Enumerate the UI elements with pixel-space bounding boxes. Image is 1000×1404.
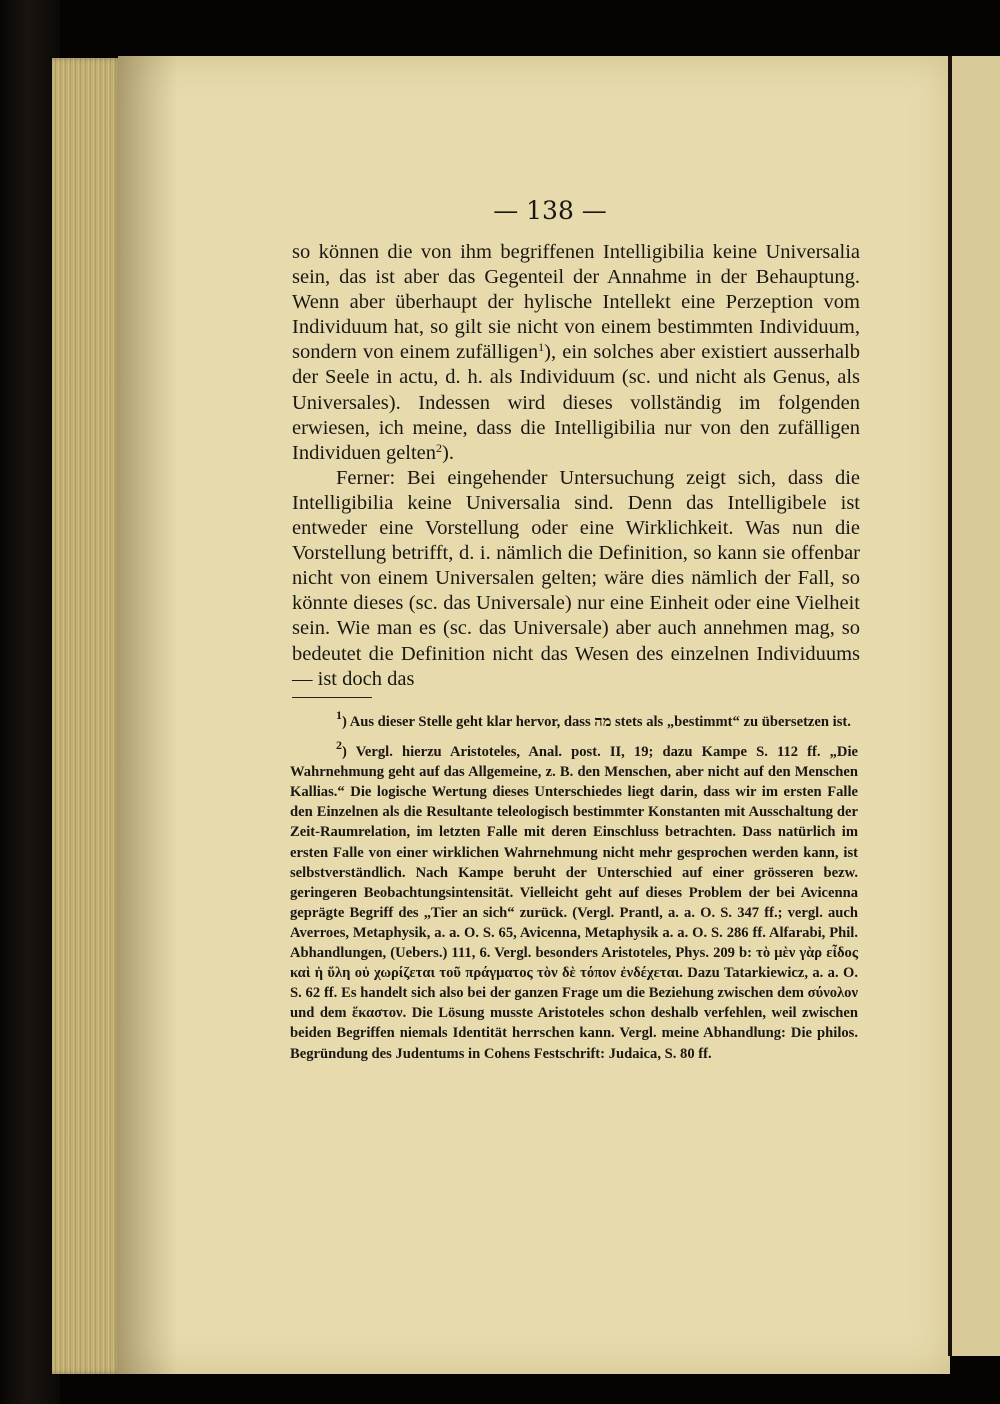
facing-page-edge: [952, 56, 1000, 1356]
paragraph-1-part-b: ), ein solches aber existiert ausserhalb der Seele in actu, d. h. als Individuum (sc. und nicht als Genus, als Universales). Indessen wird dieses vollständig im folgenden erwiesen, ich meine, dass die Intelligibilia nur von den zufälligen Individuen gelten: [292, 341, 860, 464]
footnote-1-text: ) Aus dieser Stelle geht klar hervor, dass מה stets als „bestimmt“ zu übersetzen ist.: [342, 714, 851, 730]
main-text: [292, 240, 860, 692]
footnote-1: [290, 708, 858, 732]
footnote-ref-1: 1: [538, 340, 545, 355]
page-number: — 138 —: [493, 196, 607, 225]
footnote-ref-2: 2: [436, 440, 443, 455]
footnote-separator: [292, 697, 372, 698]
page-stack-edges: [52, 58, 122, 1374]
paragraph-1: [292, 240, 860, 466]
footnote-spacer: [290, 732, 858, 742]
footnotes: [290, 708, 858, 1064]
footnote-2-marker: 2: [336, 738, 342, 753]
paragraph-1-part-a: so können die von ihm begriffenen Intelligibilia keine Universalia sein, das ist aber das Gegenteil der Annahme in der Behauptung. Wenn aber überhaupt der hylische Intellekt eine Perzeption vom Individuum hat, so gilt sie nicht von einem bestimmten Individuum, sondern von einem zufälligen: [292, 241, 860, 364]
paragraph-2: Ferner: Bei eingehender Untersuchung zeigt sich, dass die Intelligibilia keine Universalia sind. Denn das Intelligibele ist entweder eine Vorstellung oder eine Wirklichkeit. Was nun die Vorstellung betrifft, d. i. nämlich die Definition, so kann sie offenbar nicht von einem Universalen gelten; wäre dies nämlich der Fall, so könnte dieses (sc. das Universale) nur eine Einheit oder eine Vielheit sein. Wie man es (sc. das Universale) aber auch annehmen mag, so bedeutet die Definition nicht das Wesen des einzelnen Individuums — ist doch das: [292, 466, 860, 690]
paragraph-1-part-c: ).: [442, 441, 454, 464]
footnote-2: [290, 738, 858, 1064]
gutter-shadow: [118, 56, 178, 1374]
footnote-1-marker: 1: [336, 708, 342, 722]
footnote-2-text: ) Vergl. hierzu Aristoteles, Anal. post. II, 19; dazu Kampe S. 112 ff. „Die Wahrnehmung geht auf das Allgemeine, z. B. den Menschen, aber nicht auf den Menschen Kallias.“ Die logische Wertung dieses Unterschiedes liegt darin, dass wir im ersten Falle den Einzelnen als die Resultante teleologisch bestimmter Konstanten mit Ausschaltung der Zeit-Raumrelation, im letzten Falle mit deren Einschluss betrachten. Dass natürlich im ersten Falle von einer wirklichen Wahrnehmung nicht mehr gesprochen werden kann, ist selbstverständlich. Nach Kampe beruht der Unterschied auf einer grösseren bezw. geringeren Beobachtungsintensität. Vielleicht geht auf dieses Problem der bei Avicenna geprägte Begriff des „Tier an sich“ zurück. (Vergl. Prantl, a. a. O. S. 347 ff.; vergl. auch Averroes, Metaphysik, a. a. O. S. 65, Avicenna, Metaphysik a. a. O. S. 286 ff. Alfarabi, Phil. Abhandlungen, (Uebers.) 111, 6. Vergl. besonders Aristoteles, Phys. 209 b: τὸ μὲν γὰρ εἶδος καὶ ἡ ὕλη οὐ χωρίζεται τοῦ πράγματος τὸν δὲ τόπον ἐνδέχεται. Dazu Tatarkiewicz, a. a. O. S. 62 ff. Es handelt sich also bei der ganzen Frage um die Beziehung zwischen dem σύνολον und dem ἕκαστον. Die Lösung musste Aristoteles schon deshalb verfehlen, weil zwischen beiden Begriffen niemals Identität herrschen kann. Vergl. meine Abhandlung: Die philos. Begründung des Judentums in Cohens Festschrift: Judaica, S. 80 ff.: [290, 744, 858, 1062]
